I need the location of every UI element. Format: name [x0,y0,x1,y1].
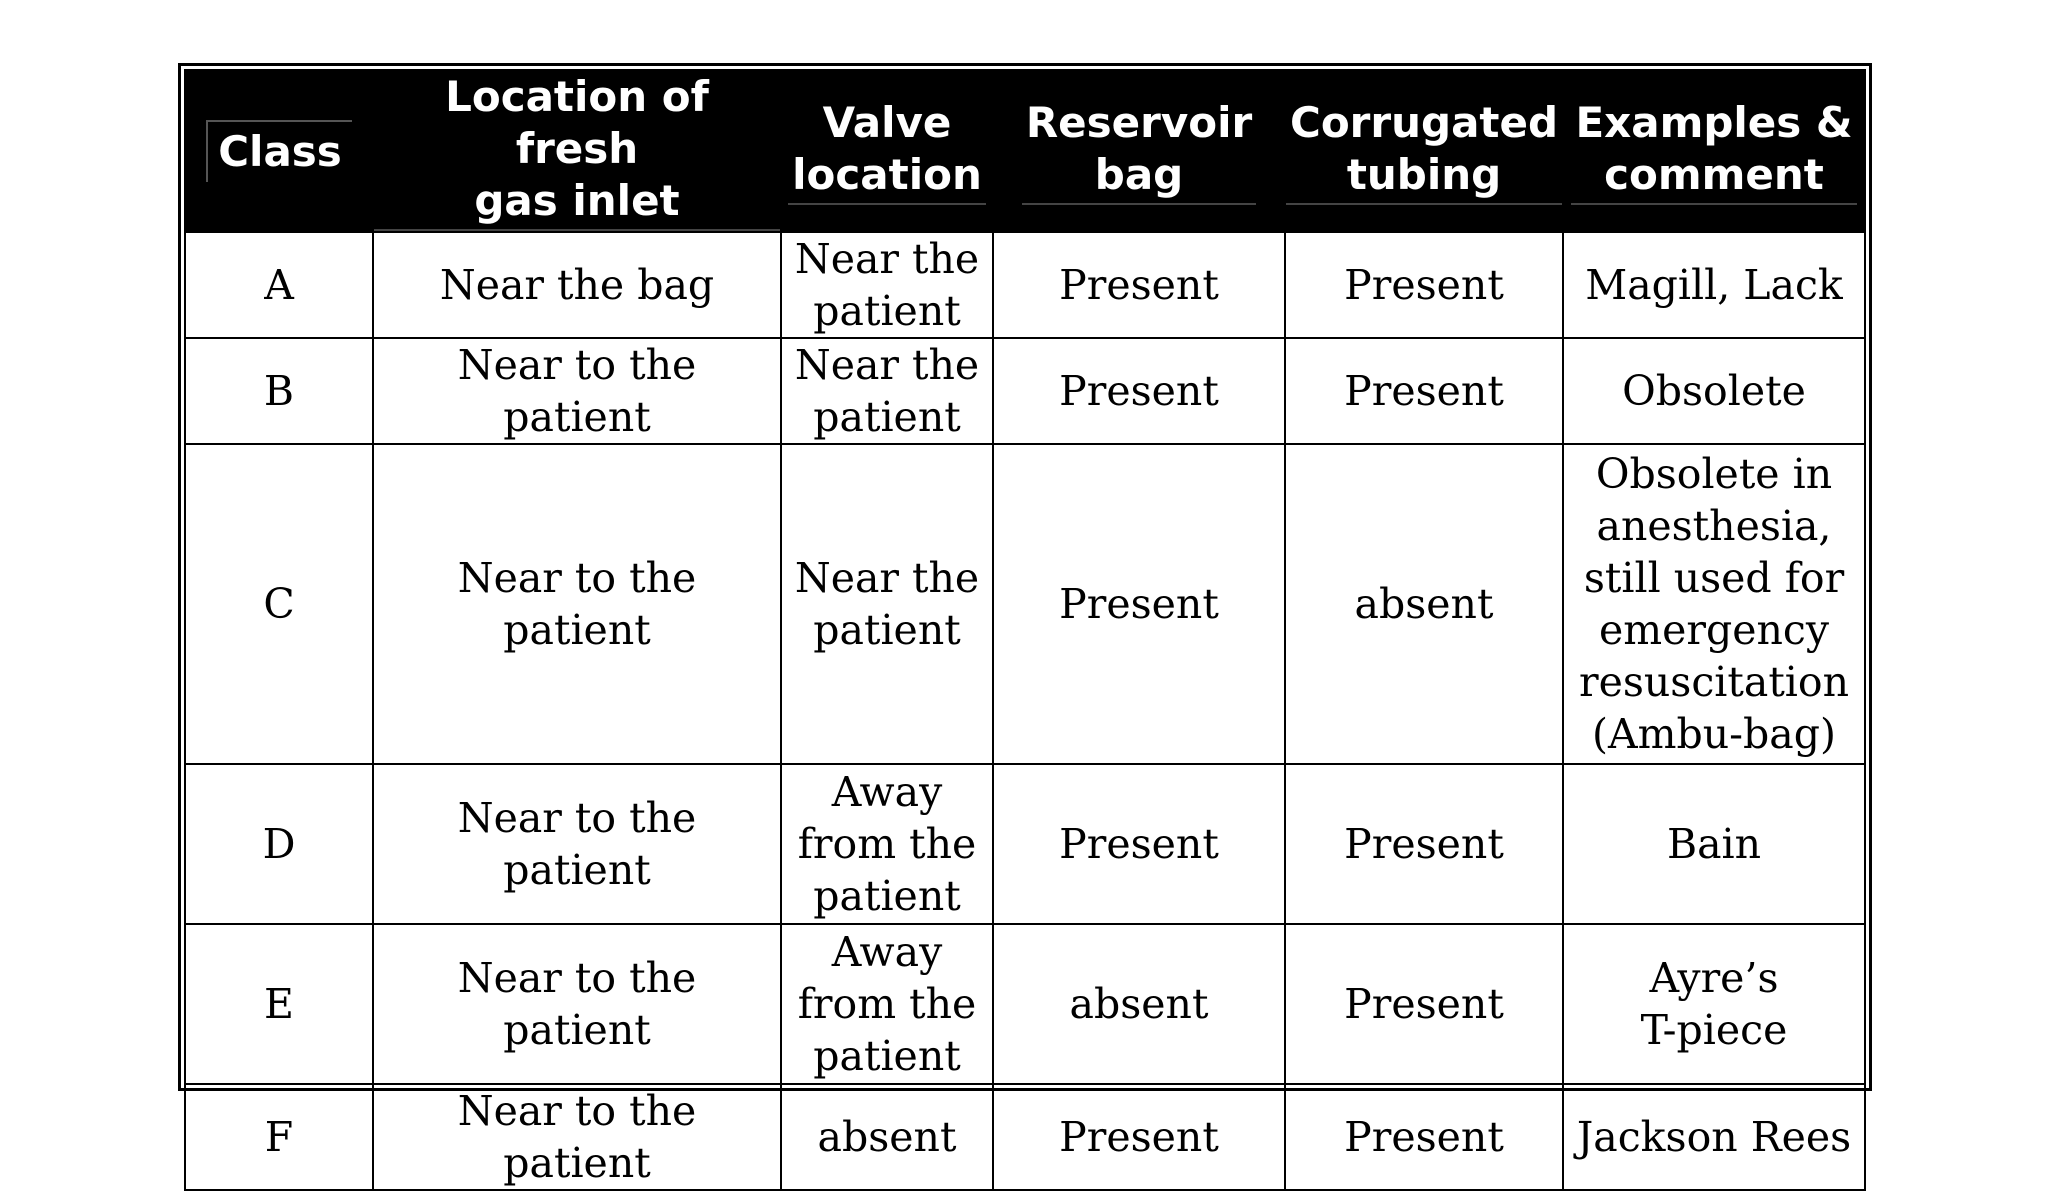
cell-valve [781,924,993,1084]
header-reservoir-label [1022,97,1256,205]
table-row [185,764,1865,924]
cell-fresh-gas: Near to the patient [373,924,781,1084]
cell-reservoir: Present [993,338,1285,444]
table-row [185,444,1865,764]
cell-line: Ayre’s [1649,954,1779,1002]
header-valve-location [781,70,993,232]
cell-line: Magill, Lack [1585,261,1843,309]
header-reservoir-line1: Reservoir [1025,98,1253,147]
cell-valve [781,444,993,764]
table-frame [178,63,1872,1187]
cell-line: resuscitation [1578,658,1850,706]
cell-line: patient [813,872,961,920]
header-examples-line2: comment [1604,150,1824,199]
cell-class: F [185,1084,373,1190]
cell-tubing: Present [1285,924,1563,1084]
header-tubing-label [1286,97,1562,205]
breathing-systems-table [184,69,1866,1191]
cell-fresh-gas: Near the bag [373,232,781,338]
cell-line: from the [797,980,977,1028]
cell-tubing: Present [1285,338,1563,444]
cell-tubing: Present [1285,232,1563,338]
cell-line: Away [831,928,943,976]
cell-fresh-gas: Near to the patient [373,444,781,764]
cell-tubing: Present [1285,1084,1563,1190]
cell-line: Obsolete in [1595,450,1833,498]
header-reservoir-bag [993,70,1285,232]
cell-line: Near the [794,341,980,389]
cell-line: from the [797,820,977,868]
header-fresh-gas-inlet [373,70,781,232]
cell-reservoir: absent [993,924,1285,1084]
cell-line: patient [813,1032,961,1080]
cell-class: A [185,232,373,338]
cell-examples [1563,338,1865,444]
header-fresh-gas-line1: Location of fresh [445,72,709,173]
cell-valve [781,764,993,924]
cell-line: patient [813,606,961,654]
cell-line: Obsolete [1622,367,1806,415]
cell-tubing: absent [1285,444,1563,764]
cell-line: Near the [794,235,980,283]
header-valve-line1: Valve [822,98,952,147]
cell-examples [1563,764,1865,924]
cell-reservoir: Present [993,444,1285,764]
table-row [185,924,1865,1084]
cell-tubing: Present [1285,764,1563,924]
cell-line: emergency [1598,606,1830,654]
cell-line: Jackson Rees [1576,1113,1852,1161]
header-class [185,70,373,232]
cell-reservoir: Present [993,764,1285,924]
cell-class: C [185,444,373,764]
cell-examples [1563,444,1865,764]
table-row [185,338,1865,444]
header-fresh-gas-line2: gas inlet [474,176,680,225]
cell-line: Near the [794,554,980,602]
cell-class: B [185,338,373,444]
cell-line: T-piece [1640,1006,1788,1054]
table-row [185,1084,1865,1190]
cell-class: D [185,764,373,924]
header-corrugated-tubing [1285,70,1563,232]
cell-line: still used for [1583,554,1845,602]
cell-examples [1563,232,1865,338]
header-reservoir-line2: bag [1094,150,1184,199]
table-row [185,232,1865,338]
cell-line: anesthesia, [1596,502,1832,550]
cell-valve [781,232,993,338]
cell-class: E [185,924,373,1084]
header-valve-label [788,97,986,205]
header-examples-line1: Examples & [1575,98,1853,147]
header-valve-line2: location [792,150,982,199]
cell-line: absent [817,1113,957,1161]
cell-reservoir: Present [993,1084,1285,1190]
cell-examples [1563,924,1865,1084]
cell-fresh-gas: Near to the patient [373,1084,781,1190]
header-examples-label [1571,97,1856,205]
header-examples-comment [1563,70,1865,232]
header-row [185,70,1865,232]
cell-fresh-gas: Near to the patient [373,338,781,444]
cell-line: patient [813,287,961,335]
cell-reservoir: Present [993,232,1285,338]
cell-line: Bain [1666,820,1762,868]
cell-line: (Ambu-bag) [1592,710,1836,758]
cell-line: Away [831,768,943,816]
header-class-label: Class [206,120,352,182]
cell-fresh-gas: Near to the patient [373,764,781,924]
cell-valve [781,1084,993,1190]
cell-examples [1563,1084,1865,1190]
cell-valve [781,338,993,444]
header-fresh-gas-label [374,71,780,231]
cell-line: patient [813,393,961,441]
header-tubing-line2: tubing [1346,150,1502,199]
header-tubing-line1: Corrugated [1290,98,1559,147]
